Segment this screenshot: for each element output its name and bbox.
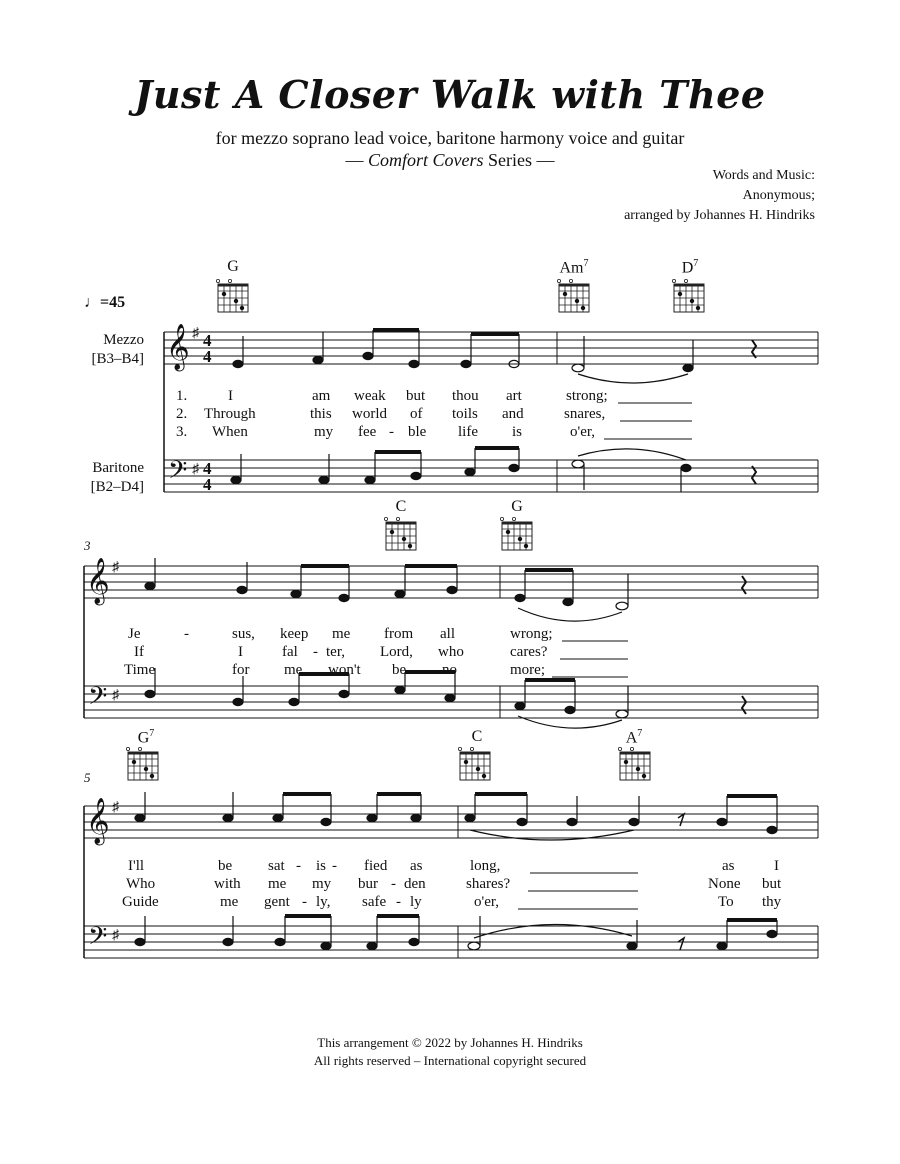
lyric-syllable: If xyxy=(134,644,144,660)
treble-clef: 𝄞 xyxy=(86,558,110,603)
note xyxy=(409,938,419,945)
voice-name: Mezzo xyxy=(103,332,144,348)
lyric-syllable: fied xyxy=(364,858,388,874)
bass-clef: 𝄢 xyxy=(88,683,108,716)
treble-clef: 𝄞 xyxy=(166,324,190,369)
key-signature-sharp: ♯ xyxy=(192,326,199,341)
note xyxy=(616,710,628,718)
lyric-syllable: I xyxy=(238,644,243,660)
lyric-syllable: Time xyxy=(124,662,156,678)
lyric-syllable: world xyxy=(352,406,387,422)
note xyxy=(367,814,377,821)
lyric-syllable: strong; xyxy=(566,388,608,404)
note xyxy=(616,602,628,610)
lyric-syllable: this xyxy=(310,406,332,422)
voice-range: [B2–D4] xyxy=(90,479,144,495)
rest xyxy=(742,576,746,594)
lyric-line-verse3-system1 xyxy=(0,424,900,442)
time-signature: 4 xyxy=(203,331,212,350)
lyric-syllable: 3. xyxy=(176,424,188,440)
key-signature-sharp: ♯ xyxy=(112,688,119,703)
lyric-syllable: To xyxy=(718,894,734,910)
note xyxy=(683,364,693,371)
note xyxy=(145,690,155,697)
note xyxy=(321,942,331,949)
chord-symbol: Am$^7$ xyxy=(559,258,589,277)
lyric-syllable: - xyxy=(391,876,396,892)
lyric-syllable: ter, xyxy=(326,644,345,660)
note xyxy=(145,582,155,589)
rest xyxy=(752,466,756,484)
lyric-syllable: When xyxy=(212,424,248,440)
lyric-line-verse2-system3 xyxy=(0,876,900,894)
lyric-syllable: fal xyxy=(282,644,298,660)
lyric-syllable: life xyxy=(458,424,478,440)
lyric-syllable: o'er, xyxy=(474,894,500,910)
voice-name: Baritone xyxy=(92,460,144,476)
treble-clef: 𝄞 xyxy=(86,798,110,843)
piece-title: Just A Closer Walk with Thee xyxy=(134,72,766,117)
note xyxy=(681,464,691,471)
lyric-syllable: ly xyxy=(410,894,422,910)
note xyxy=(223,814,233,821)
note xyxy=(565,706,575,713)
key-signature-sharp: ♯ xyxy=(112,560,119,575)
lyric-syllable: for xyxy=(232,662,250,678)
lyric-syllable: Je xyxy=(128,626,141,642)
lyric-syllable: I xyxy=(228,388,233,404)
note xyxy=(321,818,331,825)
lyric-syllable: with xyxy=(214,876,241,892)
lyric-syllable: Guide xyxy=(122,894,159,910)
lyric-syllable: be xyxy=(218,858,233,874)
lyric-syllable: but xyxy=(406,388,426,404)
lyric-syllable: me xyxy=(284,662,303,678)
chord-symbol: G xyxy=(227,258,239,275)
lyric-line-verse3-system2 xyxy=(0,662,900,680)
lyric-syllable: Lord, xyxy=(380,644,413,660)
measure-number: 5 xyxy=(84,770,91,785)
lyric-syllable: no xyxy=(442,662,457,678)
subtitle: for mezzo soprano lead voice, baritone harmony voice and guitar xyxy=(215,128,685,148)
note xyxy=(509,464,519,471)
note xyxy=(313,356,323,363)
note xyxy=(135,814,145,821)
lyric-syllable: all xyxy=(440,626,455,642)
lyric-syllable: is xyxy=(512,424,523,440)
lyric-syllable: is xyxy=(316,858,327,874)
chord-diagram xyxy=(557,279,589,312)
lyric-syllable: 2. xyxy=(176,406,188,422)
note xyxy=(365,476,375,483)
lyric-syllable: Through xyxy=(204,406,256,422)
lyric-syllable: I xyxy=(774,858,779,874)
lyric-syllable: 1. xyxy=(176,388,188,404)
lyric-syllable: - xyxy=(396,894,401,910)
note xyxy=(275,938,285,945)
lyric-syllable: more; xyxy=(510,662,545,678)
lyric-syllable: and xyxy=(502,406,524,422)
lyric-syllable: long, xyxy=(470,858,501,874)
note xyxy=(563,598,573,605)
lyric-syllable: - xyxy=(332,858,337,874)
note xyxy=(395,590,405,597)
lyric-line-verse1-system1 xyxy=(0,388,900,406)
series-prefix: — xyxy=(345,150,368,170)
lyric-syllable: sus, xyxy=(232,626,255,642)
note xyxy=(319,476,329,483)
lyric-syllable: be xyxy=(392,662,407,678)
note xyxy=(395,686,405,693)
lyric-syllable: toils xyxy=(452,406,478,422)
note xyxy=(515,594,525,601)
staff-baritone-3 xyxy=(84,926,818,958)
note xyxy=(517,818,527,825)
note xyxy=(233,698,243,705)
note xyxy=(223,938,233,945)
credit-line: arranged by Johannes H. Hindriks xyxy=(624,208,815,223)
copyright-notice xyxy=(0,1034,900,1070)
note xyxy=(411,472,421,479)
note xyxy=(289,698,299,705)
measure-number: 3 xyxy=(84,538,91,553)
note xyxy=(515,702,525,709)
staff-mezzo-1 xyxy=(164,332,818,364)
note xyxy=(461,360,471,367)
lyric-syllable: safe xyxy=(362,894,387,910)
lyric-syllable: am xyxy=(312,388,331,404)
lyric-line-verse3-system3 xyxy=(0,894,900,912)
lyric-syllable: Who xyxy=(126,876,156,892)
note xyxy=(367,942,377,949)
voice-range: [B3–B4] xyxy=(91,351,144,367)
tempo-marking: ♩=45 xyxy=(84,294,126,311)
chord-symbol: C xyxy=(395,498,407,515)
lyric-syllable: - xyxy=(184,626,189,642)
lyric-syllable: weak xyxy=(354,388,386,404)
credit-line: Words and Music: xyxy=(712,168,815,183)
note xyxy=(572,364,584,372)
chord-diagram xyxy=(126,747,158,780)
note xyxy=(339,594,349,601)
chord-diagram xyxy=(500,517,532,550)
copyright-line: This arrangement © 2022 by Johannes H. Hindriks xyxy=(317,1035,583,1050)
chord-diagram xyxy=(618,747,650,780)
rest xyxy=(752,340,756,358)
note xyxy=(409,360,419,367)
lyric-line-verse2-system2 xyxy=(0,644,900,662)
time-signature: 4 xyxy=(203,475,212,494)
chord-diagram xyxy=(216,279,248,312)
lyric-line-verse1-system2 xyxy=(0,626,900,644)
chord-symbol: $A^7$ xyxy=(625,728,643,747)
lyric-line-verse1-system3 xyxy=(0,858,900,876)
note xyxy=(363,352,373,359)
lyric-syllable: - xyxy=(389,424,394,440)
note xyxy=(445,694,455,701)
note xyxy=(717,942,727,949)
lyric-syllable: I'll xyxy=(128,858,145,874)
lyric-syllable: shares? xyxy=(466,876,511,892)
chord-diagram xyxy=(672,279,704,312)
note xyxy=(411,814,421,821)
time-signature: 4 xyxy=(203,459,212,478)
bass-clef: 𝄢 xyxy=(88,923,108,956)
staff-baritone-1 xyxy=(164,460,818,492)
note xyxy=(231,476,241,483)
lyric-syllable: - xyxy=(313,644,318,660)
lyric-syllable: art xyxy=(506,388,522,404)
note xyxy=(233,360,243,367)
series-suffix: Series — xyxy=(483,150,555,170)
lyric-syllable: bur xyxy=(358,876,378,892)
note xyxy=(567,818,577,825)
lyric-syllable: ble xyxy=(408,424,427,440)
rest xyxy=(678,814,684,826)
lyric-syllable: thou xyxy=(452,388,479,404)
lyric-syllable: gent xyxy=(264,894,290,910)
chord-diagram xyxy=(458,747,490,780)
note xyxy=(135,938,145,945)
note xyxy=(237,586,247,593)
lyric-syllable: thy xyxy=(762,894,782,910)
lyric-syllable: keep xyxy=(280,626,309,642)
staff-mezzo-3 xyxy=(84,806,818,838)
chord-diagram xyxy=(384,517,416,550)
credit-line: Anonymous; xyxy=(742,188,815,203)
lyric-syllable: me xyxy=(220,894,239,910)
key-signature-sharp: ♯ xyxy=(112,800,119,815)
lyric-syllable: me xyxy=(268,876,287,892)
note xyxy=(339,690,349,697)
lyric-syllable: - xyxy=(296,858,301,874)
copyright-line: All rights reserved – International copyright secured xyxy=(313,1053,587,1068)
series-name: Comfort Covers xyxy=(367,150,484,170)
lyric-syllable: of xyxy=(410,406,423,422)
note xyxy=(447,586,457,593)
lyric-syllable: den xyxy=(404,876,426,892)
note xyxy=(767,826,777,833)
time-signature: 4 xyxy=(203,347,212,366)
lyric-syllable: - xyxy=(302,894,307,910)
lyric-syllable: as xyxy=(410,858,423,874)
note xyxy=(627,942,637,949)
note xyxy=(273,814,283,821)
bass-clef: 𝄢 xyxy=(168,457,188,490)
key-signature-sharp: ♯ xyxy=(112,928,119,943)
note xyxy=(291,590,301,597)
lyric-syllable: won't xyxy=(328,662,361,678)
lyric-syllable: as xyxy=(722,858,735,874)
lyric-syllable: o'er, xyxy=(570,424,596,440)
note xyxy=(465,468,475,475)
lyric-syllable: me xyxy=(332,626,351,642)
note xyxy=(572,460,584,468)
note xyxy=(629,818,639,825)
lyric-syllable: fee xyxy=(358,424,377,440)
lyric-syllable: but xyxy=(762,876,782,892)
key-signature-sharp: ♯ xyxy=(192,462,199,477)
note xyxy=(717,818,727,825)
lyric-syllable: who xyxy=(438,644,464,660)
note xyxy=(465,814,475,821)
lyric-syllable: sat xyxy=(268,858,285,874)
lyric-syllable: snares, xyxy=(564,406,606,422)
lyric-syllable: wrong; xyxy=(510,626,553,642)
chord-symbol: $G^7$ xyxy=(137,728,155,747)
note xyxy=(767,930,777,937)
lyric-syllable: from xyxy=(384,626,414,642)
lyric-syllable: None xyxy=(708,876,741,892)
note xyxy=(468,942,480,950)
lyric-syllable: my xyxy=(312,876,332,892)
rest xyxy=(742,696,746,714)
chord-symbol: G xyxy=(511,498,523,515)
lyric-line-verse2-system1 xyxy=(0,406,900,424)
chord-symbol: $D^7$ xyxy=(681,258,699,277)
lyric-syllable: ly, xyxy=(316,894,331,910)
lyric-syllable: my xyxy=(314,424,334,440)
chord-symbol: C xyxy=(471,728,483,745)
lyric-syllable: cares? xyxy=(510,644,548,660)
rest xyxy=(678,938,684,950)
